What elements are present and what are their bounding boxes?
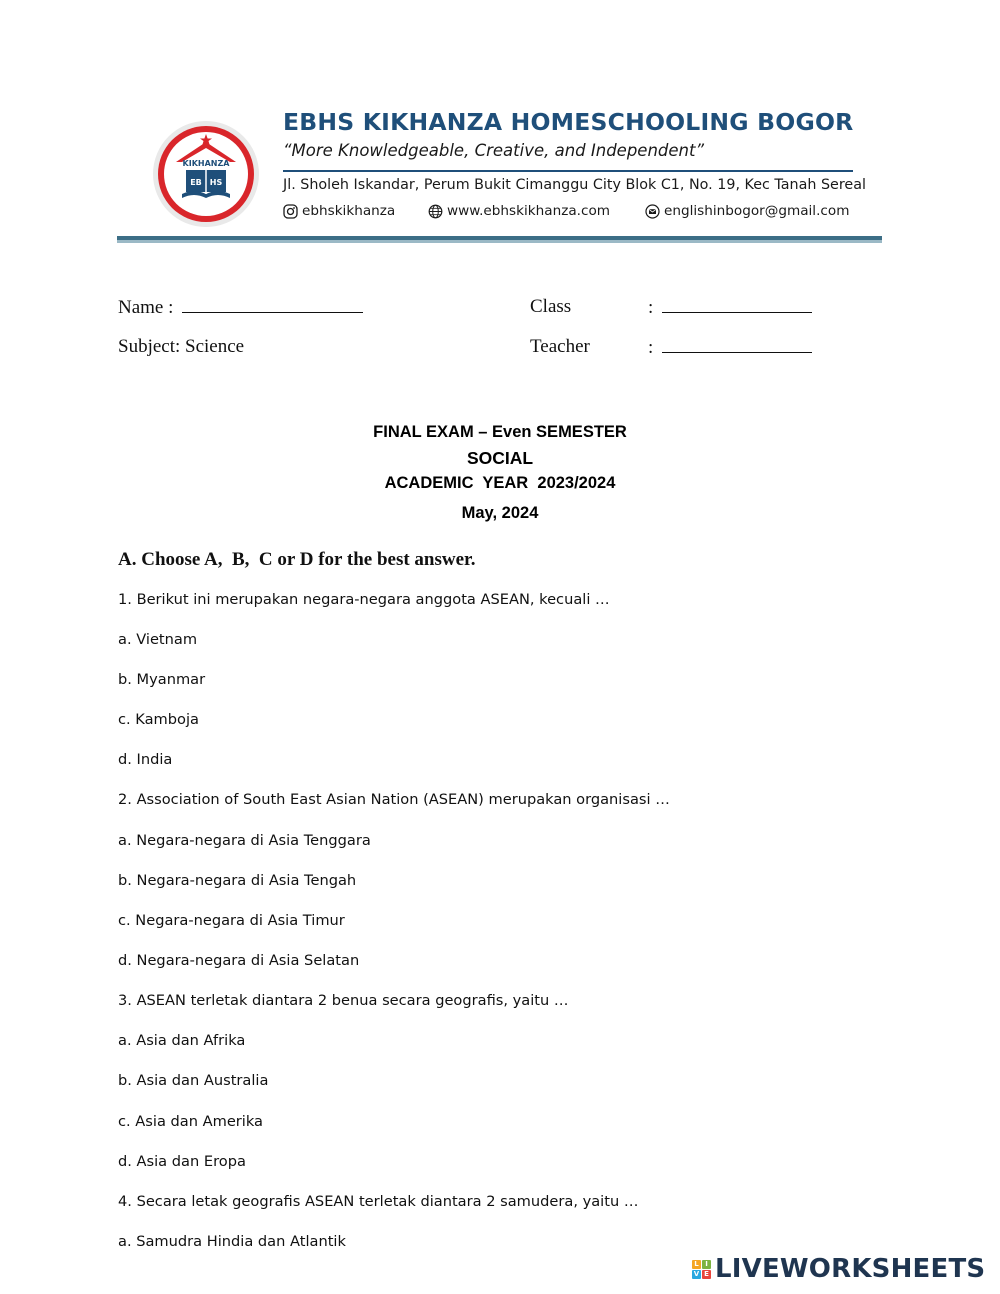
exam-title: FINAL EXAM – Even SEMESTER (373, 423, 627, 441)
class-blank[interactable] (662, 296, 812, 313)
exam-date: May, 2024 (461, 504, 539, 522)
question-2: 2. Association of South East Asian Nation (ASEAN) merupakan organisasi … (118, 791, 670, 808)
header-bar-shadow (117, 240, 882, 243)
teacher-separator: : (648, 337, 654, 358)
liveworksheets-badge-icon (692, 1260, 711, 1279)
teacher-field (648, 336, 812, 359)
motto-divider (283, 170, 853, 172)
badge-letter-v: V (693, 1269, 700, 1278)
teacher-label: Teacher (530, 336, 590, 357)
email-contact (645, 203, 849, 219)
badge-letter-e: E (702, 1270, 711, 1279)
teacher-blank[interactable] (662, 336, 812, 353)
option-3c[interactable]: c. Asia dan Amerika (118, 1113, 263, 1130)
logo-text-top: KIKHANZA (182, 159, 230, 168)
liveworksheets-logo[interactable] (692, 1254, 985, 1284)
option-3a[interactable]: a. Asia dan Afrika (118, 1032, 246, 1049)
question-3: 3. ASEAN terletak diantara 2 benua secara geografis, yaitu … (118, 992, 569, 1009)
question-4: 4. Secara letak geografis ASEAN terletak diantara 2 samudera, yaitu … (118, 1193, 639, 1210)
option-4a[interactable]: a. Samudra Hindia dan Atlantik (118, 1233, 346, 1250)
class-label: Class (530, 296, 572, 317)
website-contact (428, 203, 610, 219)
email-address: englishinbogor@gmail.com (664, 203, 850, 219)
instagram-handle: ebhskikhanza (302, 203, 396, 219)
badge-letter-l: L (692, 1260, 701, 1269)
exam-subject: SOCIAL (466, 448, 534, 468)
globe-icon (428, 204, 443, 219)
name-label: Name : (118, 297, 174, 318)
school-address: Jl. Sholeh Iskandar, Perum Bukit Cimanggu City Blok C1, No. 19, Kec Tanah Sereal (283, 177, 866, 193)
instagram-contact (283, 203, 395, 219)
option-2d[interactable]: d. Negara-negara di Asia Selatan (118, 952, 360, 969)
option-3d[interactable]: d. Asia dan Eropa (118, 1153, 246, 1170)
section-a-heading: A. Choose A, B, C or D for the best answer. (118, 549, 476, 570)
option-1a[interactable]: a. Vietnam (118, 631, 198, 648)
logo-text-left: EB (190, 178, 202, 187)
option-2a[interactable]: a. Negara-negara di Asia Tenggara (118, 832, 371, 849)
academic-year: ACADEMIC YEAR 2023/2024 (384, 474, 616, 492)
liveworksheets-wordmark: LIVEWORKSHEETS (715, 1254, 986, 1284)
logo-text-right: HS (209, 178, 223, 187)
badge-letter-i: I (702, 1260, 711, 1269)
email-icon (645, 204, 660, 219)
school-name: EBHS KIKHANZA HOMESCHOOLING BOGOR (283, 108, 854, 136)
option-3b[interactable]: b. Asia dan Australia (118, 1072, 269, 1089)
option-1d[interactable]: d. India (118, 751, 173, 768)
option-2b[interactable]: b. Negara-negara di Asia Tengah (118, 872, 357, 889)
website-url: www.ebhskikhanza.com (447, 203, 611, 219)
name-blank[interactable] (182, 296, 363, 313)
option-1c[interactable]: c. Kamboja (118, 711, 199, 728)
school-motto: “More Knowledgeable, Creative, and Independent” (283, 141, 705, 160)
option-1b[interactable]: b. Myanmar (118, 671, 206, 688)
option-2c[interactable]: c. Negara-negara di Asia Timur (118, 912, 345, 929)
question-1: 1. Berikut ini merupakan negara-negara anggota ASEAN, kecuali … (118, 591, 610, 608)
subject-label: Subject: Science (118, 336, 245, 357)
class-separator: : (648, 297, 654, 318)
instagram-icon (283, 204, 298, 219)
school-logo (150, 118, 262, 230)
class-field (648, 296, 812, 319)
name-field (118, 296, 363, 319)
